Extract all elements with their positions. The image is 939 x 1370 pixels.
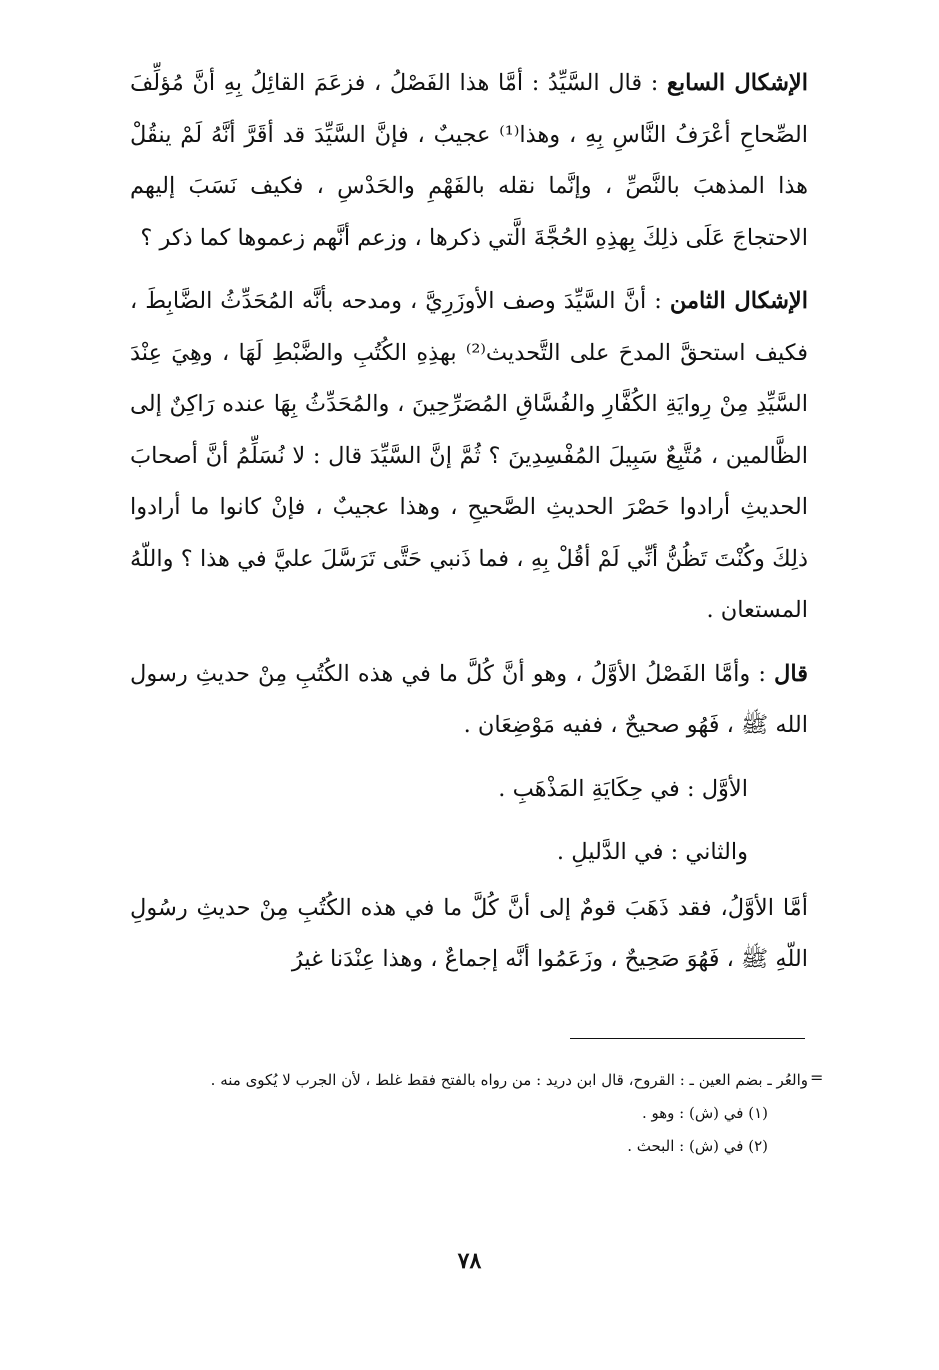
paragraph-ishkal-7 (130, 58, 808, 264)
paragraph-text: : أنَّ السَّيِّدَ وصف الأوزَرِيَّ ، ومدحه بأنَّه المُحَدِّثُ الضَّابِطَ ، فكيف استحقَّ المدحَ على التَّحديث⁽²⁾ بهذِهِ الكُتُبِ والضَّبْطِ لَهَا ، وهِيَ عِنْدَ السَّيِّدِ مِنْ رِوايَةِ الكُفَّارِ والفُسَّاقِ المُصَرِّحِينَ ، والمُحَدِّثُ بِهَا عنده رَاكِنٌ إلى الظَّالمين ، مُتَّبِعٌ سَبِيلَ المُفْسِدِينَ ؟ ثُمَّ إنَّ السَّيِّدَ قال : لا نُسَلِّمُ أنَّ أصحابَ الحديثِ أرادوا حَصْرَ الحديثِ الصَّحيحِ ، وهذا عجيبٌ ، فإنْ كانوا ما أرادوا ذلِكَ وكُنْتَ تَظُنُّ أنِّي لَمْ أقُلْ بِهِ ، فما ذَنبي حَتَّى تَرَسَّلَ عليَّ في هذا ؟ واللّهُ المستعان . (130, 288, 808, 623)
paragraph-text: : وأمَّا الفَصْلُ الأوَّلُ ، وهو أنَّ كُلَّ ما في هذه الكُتُبِ مِنْ حديثِ رسول الله ﷺ ، فَهُو صحيحٌ ، ففيه مَوْضِعَان . (130, 660, 808, 738)
continuation-mark: = (810, 1068, 824, 1087)
paragraph-text: : قال السَّيِّدُ : أمَّا هذا الفَصْلُ ، فزعَمَ القائِلُ بِهِ أنَّ مُؤلِّفَ الصِّحاحِ أعْرَفُ النَّاسِ بِهِ ، وهذا⁽¹⁾ عجيبٌ ، فإنَّ السَّيِّدَ قد أقَرَّ أنَّهُ لَمْ ينقُلْ هذا المذهبَ بالنَّصِّ ، وإنَّما نقله بالفَهْمِ والحَدْسِ ، فكيف نَسَبَ إليهم الاحتجاجَ عَلَى ذلِكَ بِهذِهِ الحُجَّةَ الَّتي ذكرها ، وزعم أنَّهم زعموها كما ذكر ؟ (130, 70, 808, 251)
footnote-continuation: والعُر ـ بضم العين ـ : القروح، قال ابن دريد : من رواه بالفتح فقط غلط ، لأن الجرب لا يُكوى منه . (210, 1071, 808, 1089)
paragraph-qala (130, 649, 808, 752)
paragraph-heading: الإشكال السابع (666, 70, 808, 96)
paragraph-second-point: والثاني : في الدَّليلِ . (556, 839, 748, 865)
paragraph-ishkal-8 (130, 276, 808, 637)
footnote-2: (٢) في (ش) : البحث . (627, 1137, 768, 1155)
paragraph-heading: قال (774, 660, 808, 687)
footnotes (130, 1064, 808, 1163)
footnote-separator (570, 1038, 805, 1039)
main-text (130, 58, 808, 986)
paragraph-first-point: الأوَّل : في حِكَايَةِ المَذْهَبِ . (498, 775, 748, 802)
footnote-1: (١) في (ش) : وهو . (641, 1104, 768, 1122)
paragraph-amma: أمَّا الأوَّلُ، فقد ذَهَبَ قومٌ إلى أنَّ كُلَّ ما في هذه الكُتُبِ مِنْ حديثِ رسُولِ اللّهِ ﷺ ، فَهُوَ صَحِيحٌ ، وزَعَمُوا أنَّه إجماعٌ ، وهذا عِنْدَنا غيرُ (130, 894, 808, 972)
paragraph-heading: الإشكال الثامن (669, 288, 808, 314)
page-number: ٧٨ (457, 1248, 482, 1274)
